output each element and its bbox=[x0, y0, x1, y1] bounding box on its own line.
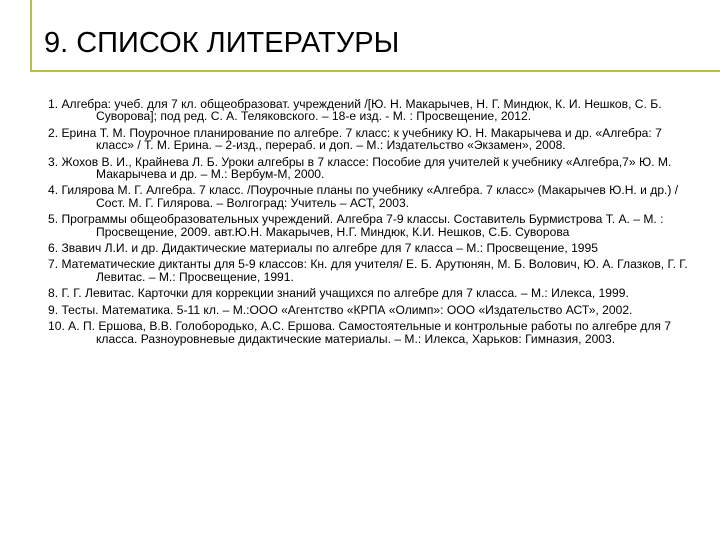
title-accent-horizontal-line bbox=[30, 70, 720, 72]
reference-item-4: 4. Гилярова М. Г. Алгебра. 7 класс. /Поурочные планы по учебнику «Алгебра. 7 класс» (Макарычев Ю.Н. и др.) /Сост. М. Г. Гилярова. – Волгоград: Учитель – АСТ, 2003. bbox=[48, 183, 679, 210]
reference-item-7: 7. Математические диктанты для 5-9 классов: Кн. для учителя/ Е. Б. Арутюнян, М. Б. Волович, Ю. А. Глазков, Г. Г. Левитас. – М.: Просвещение, 1991. bbox=[48, 257, 688, 284]
slide-title: 9. СПИСОК ЛИТЕРАТУРЫ bbox=[44, 27, 400, 59]
reference-item-8: 8. Г. Г. Левитас. Карточки для коррекции знаний учащихся по алгебре для 7 класса. – М.: Илекса, 1999. bbox=[48, 286, 629, 301]
reference-item-10: 10. А. П. Ершова, В.В. Голобородько, А.С. Ершова. Самостоятельные и контрольные работы по алгебре для 7 класса. Разноуровневые дидактические материалы. – М.: Илекса, Харьков: Гимназия, 2003. bbox=[48, 319, 672, 346]
reference-list bbox=[48, 98, 688, 349]
reference-item-6: 6. Звавич Л.И. и др. Дидактические материалы по алгебре для 7 класса – М.: Просвещение, 1995 bbox=[48, 241, 598, 256]
title-accent-vertical-line bbox=[30, 0, 32, 72]
reference-item-3: 3. Жохов В. И., Крайнева Л. Б. Уроки алгебры в 7 классе: Пособие для учителей к учебнику «Алгебра,7» Ю. М. Макарычева и др. – М.: Вербум-М, 2000. bbox=[48, 154, 672, 182]
reference-item-5: 5. Программы общеобразовательных учреждений. Алгебра 7-9 классы. Составитель Бурмистрова Т. А. – М. : Просвещение, 2009. авт.Ю.Н. Макарычев, Н.Г. Миндюк, К.И. Нешков, С.Б. Суворова bbox=[48, 212, 664, 239]
reference-item-2: 2. Ерина Т. М. Поурочное планирование по алгебре. 7 класс: к учебнику Ю. Н. Макарычева и др. «Алгебра: 7 класс» / Т. М. Ерина. – 2-изд., перераб. и доп. – М.: Издательство «Экзамен», 2008. bbox=[48, 125, 662, 153]
reference-item-9: 9. Тесты. Математика. 5-11 кл. – М.:ООО «Агентство «КРПА «Олимп»: ООО «Издательство АСТ», 2002. bbox=[48, 302, 633, 317]
reference-item-1: 1. Алгебра: учеб. для 7 кл. общеобразоват. учреждений /[Ю. Н. Макарычев, Н. Г. Миндюк, К. И. Нешков, С. Б. Суворова]; под ред. С. А. Теляковского. – 18-е изд. - М. : Просвещение, 2012. bbox=[48, 97, 662, 124]
